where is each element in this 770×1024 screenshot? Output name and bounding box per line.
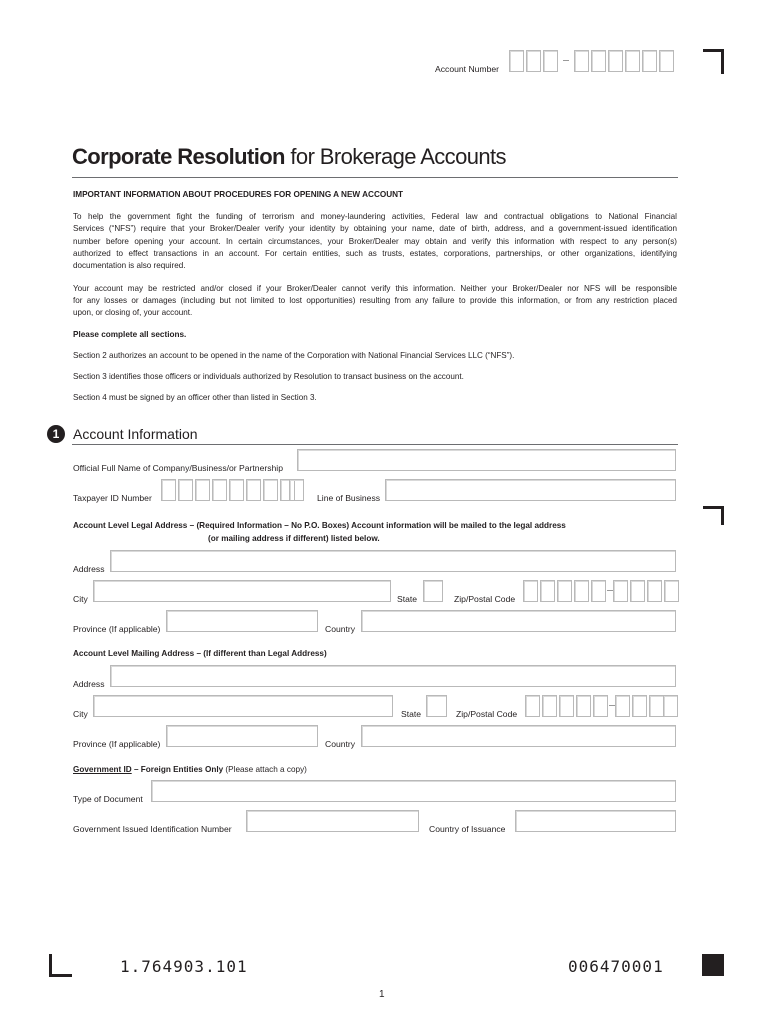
zip-cell[interactable] xyxy=(613,580,628,602)
zip-cell[interactable] xyxy=(593,695,608,717)
legal-state-input[interactable] xyxy=(423,580,443,602)
legal-province-label: Province (If applicable) xyxy=(73,624,161,634)
mailing-province-input[interactable] xyxy=(166,725,318,747)
gov-issued-id-input[interactable] xyxy=(246,810,419,832)
legal-province-input[interactable] xyxy=(166,610,318,632)
paragraph-line: documentation is also required. xyxy=(73,261,186,270)
zip-cell[interactable] xyxy=(540,580,555,602)
taxpayer-id-cell[interactable] xyxy=(289,479,304,501)
account-number-cell[interactable] xyxy=(608,50,623,72)
corner-mark-top-right xyxy=(703,49,724,74)
zip-cell[interactable] xyxy=(663,695,678,717)
document-code: 006470001 xyxy=(568,957,664,976)
zip-cell[interactable] xyxy=(664,580,679,602)
legal-city-input[interactable] xyxy=(93,580,391,602)
section-number: 1 xyxy=(52,427,60,441)
legal-state-label: State xyxy=(397,594,418,604)
zip-cell[interactable] xyxy=(559,695,574,717)
paragraph-line: upon, or closing of, your account. xyxy=(73,308,193,317)
paragraph-line: for any losses or damages (including but not limited to lost opportunities) resulting from any failure to provide this information, or from any restriction placed xyxy=(73,296,677,305)
paragraph-line: authorized to effect transactions in an account. For certain entities, such as trusts, estates, corporations, partnerships, or other organizations, identifying xyxy=(73,249,677,258)
account-number-cell[interactable] xyxy=(574,50,589,72)
section-number-badge xyxy=(47,425,65,443)
corner-mark-bottom-left xyxy=(49,954,72,977)
mailing-city-label: City xyxy=(73,709,88,719)
paragraph-line: To help the government fight the funding of terrorism and money-laundering activities, Federal law and contractual obligations to National Financial xyxy=(73,212,677,221)
taxpayer-id-cell[interactable] xyxy=(229,479,244,501)
foreign-entities-label: – Foreign Entities Only xyxy=(131,765,224,774)
mailing-city-input[interactable] xyxy=(93,695,393,717)
form-code: 1.764903.101 xyxy=(120,957,248,976)
taxpayer-id-cell[interactable] xyxy=(263,479,278,501)
mailing-address-label: Address xyxy=(73,679,105,689)
legal-address-input[interactable] xyxy=(110,550,676,572)
complete-all-note: Please complete all sections. xyxy=(73,330,187,339)
taxpayer-id-label: Taxpayer ID Number xyxy=(73,493,152,503)
separator-dash xyxy=(563,60,569,61)
solid-square-mark xyxy=(702,954,724,976)
type-of-document-input[interactable] xyxy=(151,780,676,802)
mailing-country-input[interactable] xyxy=(361,725,676,747)
mailing-country-label: Country xyxy=(325,739,356,749)
zip-cell[interactable] xyxy=(649,695,664,717)
zip-cell[interactable] xyxy=(591,580,606,602)
gov-issued-id-label: Government Issued Identification Number xyxy=(73,824,232,834)
zip-cell[interactable] xyxy=(557,580,572,602)
legal-address-heading: Account Level Legal Address – (Required Information – No P.O. Boxes) Account information will be mailed to the legal address xyxy=(73,521,566,530)
legal-city-label: City xyxy=(73,594,88,604)
legal-zip-label: Zip/Postal Code xyxy=(454,594,516,604)
mailing-state-label: State xyxy=(401,709,422,719)
section-rule xyxy=(72,444,678,445)
account-number-cell[interactable] xyxy=(526,50,541,72)
zip-cell[interactable] xyxy=(542,695,557,717)
paragraph-line: number before opening your account. In certain circumstances, your Broker/Dealer may obtain and verify this information with respect to any person(s) xyxy=(73,237,677,246)
zip-cell[interactable] xyxy=(525,695,540,717)
country-of-issuance-label: Country of Issuance xyxy=(429,824,506,834)
mailing-state-input[interactable] xyxy=(426,695,447,717)
paragraph-line: Your account may be restricted and/or closed if your Broker/Dealer cannot verify this information. Neither your Broker/Dealer nor NFS will be responsible xyxy=(73,284,677,293)
section-3-note: Section 3 identifies those officers or individuals authorized by Resolution to transact business on the account. xyxy=(73,372,464,381)
zip-cell[interactable] xyxy=(647,580,662,602)
taxpayer-id-cell[interactable] xyxy=(246,479,261,501)
account-number-cell[interactable] xyxy=(642,50,657,72)
government-id-label: Government ID xyxy=(73,765,132,774)
attach-copy-note: (Please attach a copy) xyxy=(223,765,307,774)
title-bold: Corporate Resolution xyxy=(72,144,285,169)
mailing-address-heading: Account Level Mailing Address – (If different than Legal Address) xyxy=(73,649,327,658)
legal-country-input[interactable] xyxy=(361,610,676,632)
government-id-heading xyxy=(73,765,307,774)
account-number-cell[interactable] xyxy=(591,50,606,72)
type-of-document-label: Type of Document xyxy=(73,794,143,804)
legal-country-label: Country xyxy=(325,624,356,634)
line-of-business-label: Line of Business xyxy=(317,493,381,503)
account-number-label: Account Number xyxy=(435,64,500,74)
account-number-cell[interactable] xyxy=(625,50,640,72)
company-name-label: Official Full Name of Company/Business/or Partnership xyxy=(73,463,283,473)
company-name-input[interactable] xyxy=(297,449,676,471)
title-rest: for Brokerage Accounts xyxy=(284,144,506,169)
account-number-cell[interactable] xyxy=(509,50,524,72)
country-of-issuance-input[interactable] xyxy=(515,810,676,832)
page-title xyxy=(72,144,506,170)
zip-cell[interactable] xyxy=(632,695,647,717)
mailing-province-label: Province (If applicable) xyxy=(73,739,161,749)
account-number-cell[interactable] xyxy=(543,50,558,72)
legal-address-heading-cont: (or mailing address if different) listed below. xyxy=(208,534,380,543)
corner-mark-right xyxy=(703,506,724,525)
zip-cell[interactable] xyxy=(574,580,589,602)
zip-cell[interactable] xyxy=(630,580,645,602)
paragraph-line: Services (“NFS”) require that your Broker/Dealer verify your identity by obtaining your name, date of birth, address, and a government-issued identification xyxy=(73,224,677,233)
mailing-address-input[interactable] xyxy=(110,665,676,687)
zip-cell[interactable] xyxy=(615,695,630,717)
mailing-zip-label: Zip/Postal Code xyxy=(456,709,518,719)
line-of-business-input[interactable] xyxy=(385,479,676,501)
taxpayer-id-cell[interactable] xyxy=(178,479,193,501)
important-heading: IMPORTANT INFORMATION ABOUT PROCEDURES FOR OPENING A NEW ACCOUNT xyxy=(73,190,404,199)
taxpayer-id-cell[interactable] xyxy=(161,479,176,501)
legal-address-label: Address xyxy=(73,564,105,574)
taxpayer-id-cell[interactable] xyxy=(195,479,210,501)
section-title: Account Information xyxy=(73,426,198,442)
title-rule xyxy=(72,177,678,178)
section-2-note: Section 2 authorizes an account to be opened in the name of the Corporation with National Financial Services LLC (“NFS”). xyxy=(73,351,515,360)
zip-cell[interactable] xyxy=(576,695,591,717)
taxpayer-id-cell[interactable] xyxy=(212,479,227,501)
page-number: 1 xyxy=(379,989,385,1000)
account-number-cell[interactable] xyxy=(659,50,674,72)
zip-cell[interactable] xyxy=(523,580,538,602)
section-4-note: Section 4 must be signed by an officer other than listed in Section 3. xyxy=(73,393,317,402)
